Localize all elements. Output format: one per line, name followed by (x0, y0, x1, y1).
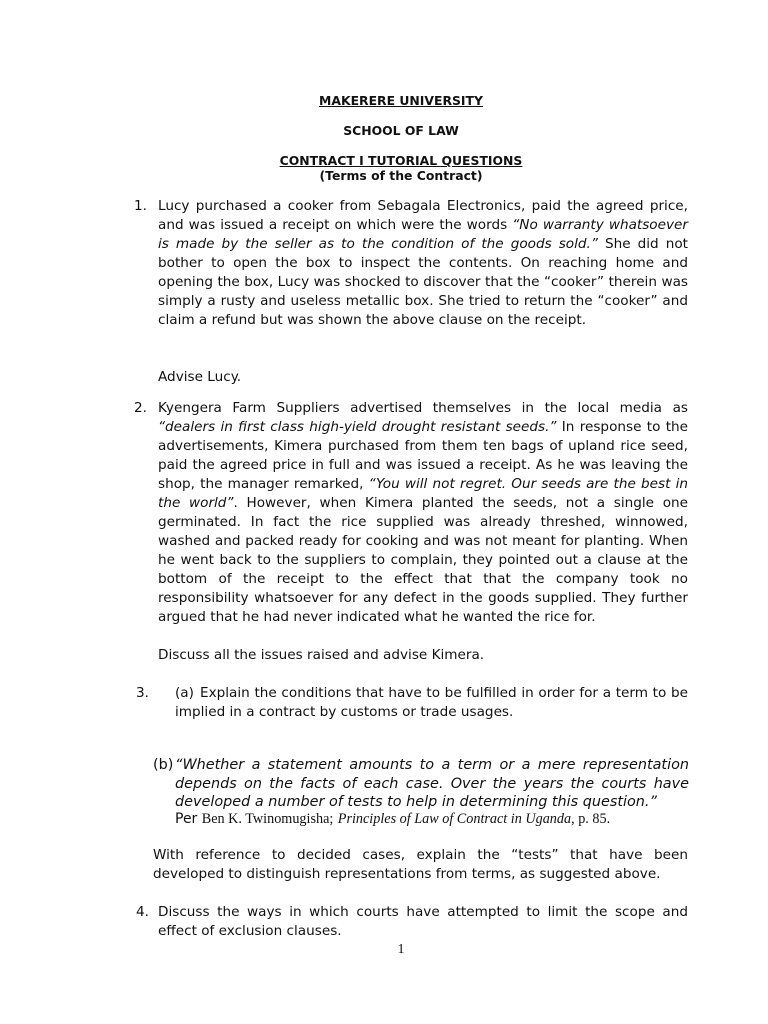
question-4-number: 4. (136, 904, 149, 920)
page-number: 1 (397, 942, 405, 957)
question-1-text-b: She did not bother to open the box to inspect the contents. On reaching home and opening the box, Lucy was shocked to discover that the “cooker” therein was simply a rusty and useless metallic box. She tried to return the “cooker” and claim a refund but was shown the above clause on the receipt. (158, 236, 689, 328)
citation-page: , p. 85. (571, 811, 611, 827)
question-2-text-c: . However, when Kimera planted the seeds, not a single one germinated. In fact the rice supplied was already threshed, winnowed, washed and packed ready for cooking and was not meant for planting. When he went back to the suppliers to complain, they pointed out a clause at the bottom of the receipt to the effect that that the company took no responsibility whatsoever for any defect in the goods supplied. They further argued that he had never indicated what he wanted the rice for. (158, 495, 688, 625)
tutorial-title: CONTRACT I TUTORIAL QUESTIONS (279, 153, 523, 168)
question-2-quote-a: “dealers in first class high-yield drought resistant seeds.” (158, 419, 557, 435)
tutorial-subtitle: (Terms of the Contract) (319, 168, 483, 183)
question-3a-label: (a) (175, 685, 194, 701)
school-heading: SCHOOL OF LAW (343, 123, 459, 138)
question-2-text-b: In response to the advertisements, Kimera purchased from them ten bags of upland rice seed, paid the agreed price in full and was issued a receipt. As he was leaving the shop, the manager remarked, (158, 419, 689, 492)
question-1-text (158, 197, 688, 330)
question-3-number: 3. (136, 685, 149, 701)
question-3b-citation (175, 810, 610, 828)
question-3b-quote: “Whether a statement amounts to a term or a mere representation depends on the facts of each case. Over the years the courts have developed a number of tests to help in determining this question.” (175, 757, 689, 810)
question-4-text: Discuss the ways in which courts have attempted to limit the scope and effect of exclusion clauses. (158, 904, 688, 939)
question-1-instruction: Advise Lucy. (158, 369, 242, 385)
question-1-number: 1. (134, 198, 147, 214)
question-2-instruction: Discuss all the issues raised and advise Kimera. (158, 647, 485, 663)
question-3b-label: (b) (153, 757, 174, 773)
question-2-number: 2. (134, 400, 147, 416)
citation-per: Per (175, 811, 198, 827)
question-1-quote: “No warranty whatsoever is made by the seller as to the condition of the goods sold.” (158, 217, 688, 252)
question-2-quote-b: “You will not regret. Our seeds are the best in the world” (158, 476, 689, 511)
citation-work: Principles of Law of Contract in Uganda (337, 811, 572, 827)
question-2-text (158, 399, 688, 627)
citation-author: Ben K. Twinomugisha; (201, 811, 334, 827)
question-1-text-a: Lucy purchased a cooker from Sebagala Electronics, paid the agreed price, and was issued a receipt on which were the words (158, 198, 688, 233)
question-2-text-a: Kyengera Farm Suppliers advertised themselves in the local media as (158, 400, 688, 416)
question-3b-text: With reference to decided cases, explain the “tests” that have been developed to distinguish representations from terms, as suggested above. (153, 847, 688, 882)
question-3a-text: Explain the conditions that have to be fulfilled in order for a term to be implied in a contract by customs or trade usages. (175, 685, 688, 720)
university-heading: MAKERERE UNIVERSITY (319, 93, 483, 108)
